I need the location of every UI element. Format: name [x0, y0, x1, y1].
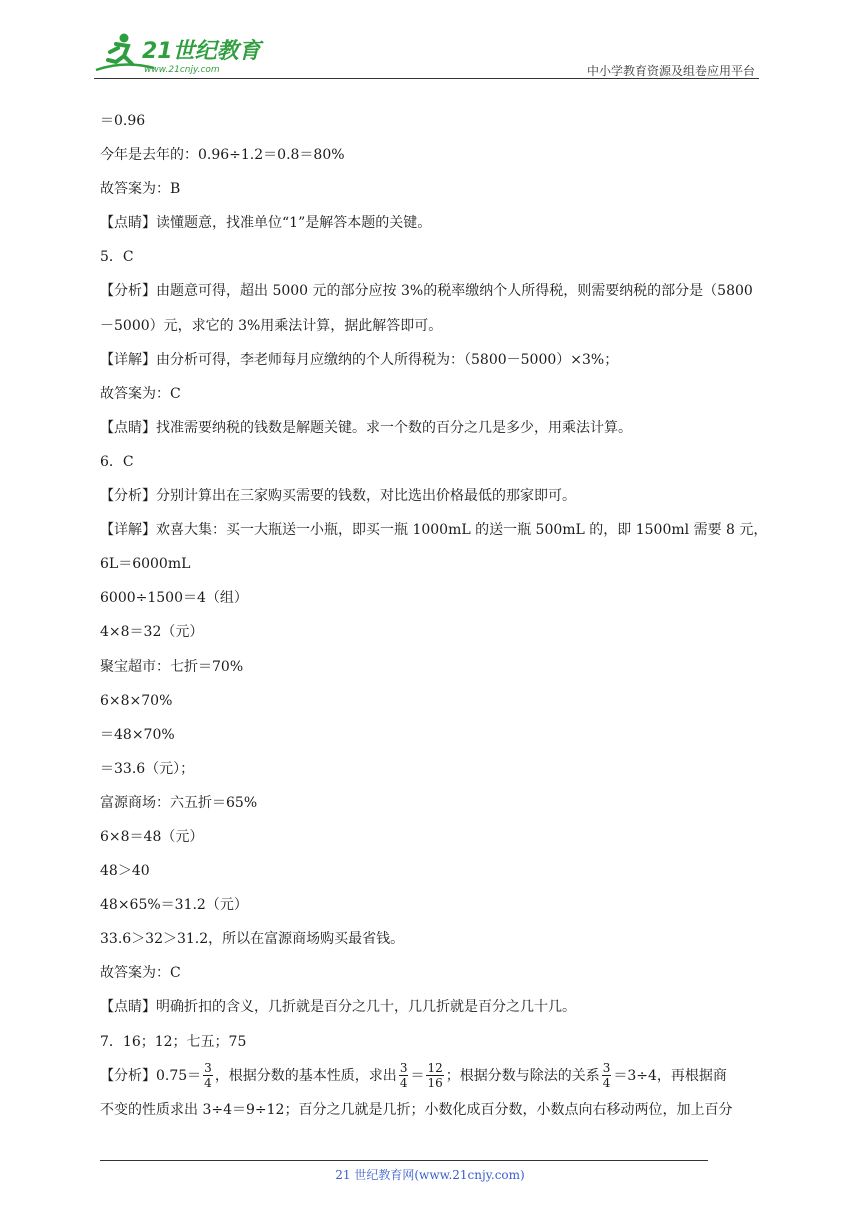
text-line: 6000÷1500＝4（组）: [100, 590, 248, 607]
fraction: [203, 1061, 213, 1090]
text-line: 【分析】由题意可得，超出 5000 元的部分应按 3%的税率缴纳个人所得税，则需要纳税的部分是（5800: [100, 283, 753, 300]
text-line: 不变的性质求出 3÷4＝9÷12；百分之几就是几折；小数化成百分数，小数点向右移动两位，加上百分: [100, 1101, 733, 1118]
text-segment: ；根据分数与除法的关系: [445, 1067, 600, 1084]
text-line: ＝0.96: [100, 113, 146, 129]
text-line: 故答案为：B: [100, 181, 181, 198]
text-line: 【点睛】找准需要纳税的钱数是解题关键。求一个数的百分之几是多少，用乘法计算。: [100, 419, 632, 436]
denominator: 4: [204, 1076, 212, 1091]
logo-text: 21世纪教育: [142, 39, 261, 64]
text-line: 【详解】由分析可得，李老师每月应缴纳的个人所得税为：（5800－5000）×3%；: [100, 351, 619, 368]
text-line: 故答案为：C: [100, 385, 181, 402]
text-line: 48×65%＝31.2（元）: [100, 897, 248, 914]
denominator: 4: [602, 1076, 611, 1091]
logo: [94, 30, 264, 76]
header-divider: [94, 78, 759, 79]
text-line: 6L＝6000mL: [100, 556, 191, 573]
denominator: 16: [427, 1076, 443, 1091]
text-segment: ＝3÷4，再根据商: [613, 1067, 727, 1084]
text-segment: ＝: [410, 1067, 425, 1084]
footer-divider: [100, 1160, 708, 1161]
page-footer: 21 世纪教育网(www.21cnjy.com): [335, 1168, 525, 1182]
text-segment: ，根据分数的基本性质，求出: [214, 1067, 397, 1084]
numerator: 3: [399, 1061, 408, 1076]
text-line: ＝33.6（元）；: [100, 760, 195, 777]
question-number: 5．C: [100, 249, 134, 266]
numerator: 12: [427, 1061, 443, 1076]
text-line: 今年是去年的：0.96÷1.2＝0.8＝80%: [100, 147, 345, 164]
answer-content: [100, 104, 768, 1127]
text-line: 6×8×70%: [100, 692, 173, 709]
header-tagline: 中小学教育资源及组卷应用平台: [586, 64, 755, 78]
fraction: [426, 1061, 443, 1090]
page-header: [94, 30, 759, 80]
text-line: 【点睛】明确折扣的含义，几折就是百分之几十，几几折就是百分之几十几。: [100, 999, 576, 1016]
question-number: 6．C: [100, 453, 134, 470]
text-line: 4×8＝32（元）: [100, 624, 204, 641]
text-line: 【点睛】读懂题意，找准单位“1”是解答本题的关键。: [100, 215, 432, 232]
text-line: 【详解】欢喜大集：买一大瓶送一小瓶，即买一瓶 1000mL 的送一瓶 500mL 的，即 1500ml 需要 8 元，: [100, 522, 768, 539]
text-segment: 【分析】0.75＝: [100, 1067, 202, 1084]
text-line: ＝48×70%: [100, 726, 175, 743]
text-line: 故答案为：C: [100, 965, 181, 982]
text-line: 【分析】分别计算出在三家购买需要的钱数，对比选出价格最低的那家即可。: [100, 488, 576, 505]
text-line: 33.6＞32＞31.2，所以在富源商场购买最省钱。: [100, 931, 405, 948]
text-line: 聚宝超市：七折＝70%: [100, 658, 244, 675]
text-line: 6×8＝48（元）: [100, 828, 204, 845]
question-number: 7．16；12；七五；75: [100, 1033, 247, 1050]
text-line: 48＞40: [100, 863, 150, 880]
text-line: 富源商场：六五折＝65%: [100, 794, 258, 811]
numerator: 3: [204, 1061, 212, 1076]
text-line: －5000）元，求它的 3%用乘法计算，据此解答即可。: [100, 317, 443, 334]
logo-url: www.21cnjy.com: [144, 65, 220, 75]
fraction-line: [100, 1059, 765, 1093]
numerator: 3: [602, 1061, 611, 1076]
fraction: [602, 1061, 612, 1090]
denominator: 4: [399, 1076, 408, 1091]
fraction: [399, 1061, 409, 1090]
